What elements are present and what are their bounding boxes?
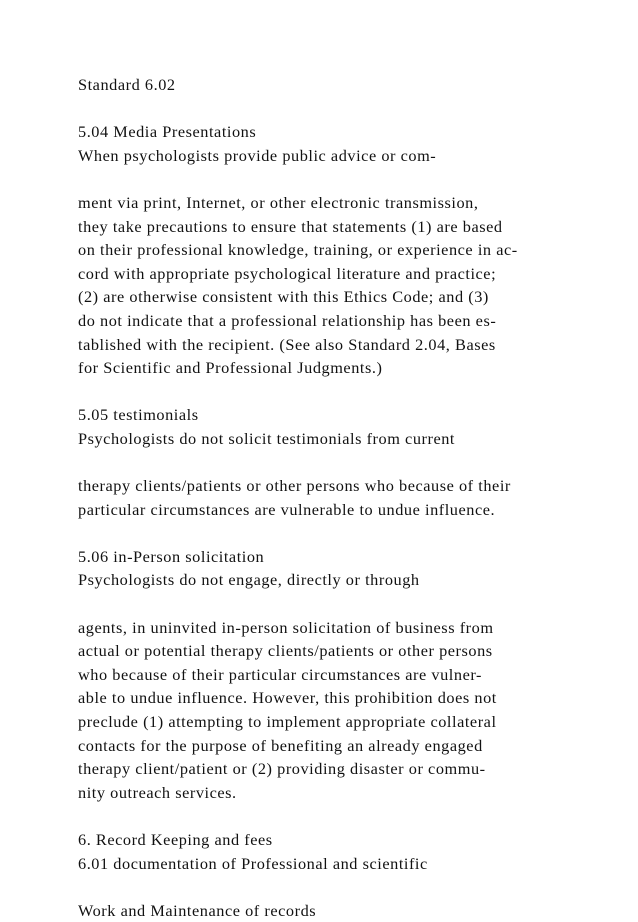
- blank-line: [78, 451, 598, 475]
- text-line: tablished with the recipient. (See also Standard 2.04, Bases: [78, 334, 496, 354]
- section-heading: 6. Record Keeping and fees: [78, 830, 273, 849]
- text-line: Psychologists do not engage, directly or through: [78, 570, 420, 590]
- section-heading: 6.01 documentation of Professional and scientific: [78, 853, 428, 873]
- text-line: able to undue influence. However, this prohibition does not: [78, 688, 497, 708]
- blank-line: [78, 97, 598, 121]
- section-heading: 5.06 in-Person solicitation: [78, 546, 265, 566]
- text-line: nity outreach services.: [78, 782, 237, 802]
- blank-line: [78, 592, 598, 616]
- text-line: actual or potential therapy clients/patients or other persons: [78, 641, 493, 661]
- blank-line: [78, 380, 598, 404]
- blank-line: [78, 521, 598, 545]
- section-heading: 5.04 Media Presentations: [78, 122, 257, 142]
- blank-line: [78, 804, 598, 828]
- text-line: (2) are otherwise consistent with this Ethics Code; and (3): [78, 287, 489, 307]
- text-line: When psychologists provide public advice or com-: [78, 145, 437, 165]
- text-line: Standard 6.02: [78, 75, 176, 94]
- text-line: agents, in uninvited in-person solicitation of business from: [78, 617, 494, 637]
- text-line: ment via print, Internet, or other electronic transmission,: [78, 192, 479, 212]
- document-text: [78, 73, 598, 922]
- text-line: do not indicate that a professional relationship has been es-: [78, 310, 497, 330]
- text-line: particular circumstances are vulnerable to undue influence.: [78, 499, 496, 519]
- text-line: who because of their particular circumstances are vulner-: [78, 664, 482, 684]
- text-line: therapy client/patient or (2) providing disaster or commu-: [78, 759, 486, 779]
- text-line: therapy clients/patients or other persons who because of their: [78, 476, 511, 496]
- section-heading: 5.05 testimonials: [78, 405, 199, 425]
- text-line: Psychologists do not solicit testimonials from current: [78, 428, 456, 448]
- blank-line: [78, 875, 598, 899]
- text-line: on their professional knowledge, training, or experience in ac-: [78, 240, 518, 260]
- text-line: preclude (1) attempting to implement appropriate collateral: [78, 712, 497, 732]
- text-line: they take precautions to ensure that statements (1) are based: [78, 216, 503, 236]
- text-line: for Scientific and Professional Judgments.): [78, 358, 383, 378]
- blank-line: [78, 167, 598, 191]
- text-line: Work and Maintenance of records: [78, 900, 317, 920]
- text-line: contacts for the purpose of benefiting an already engaged: [78, 735, 483, 755]
- text-line: cord with appropriate psychological literature and practice;: [78, 263, 497, 283]
